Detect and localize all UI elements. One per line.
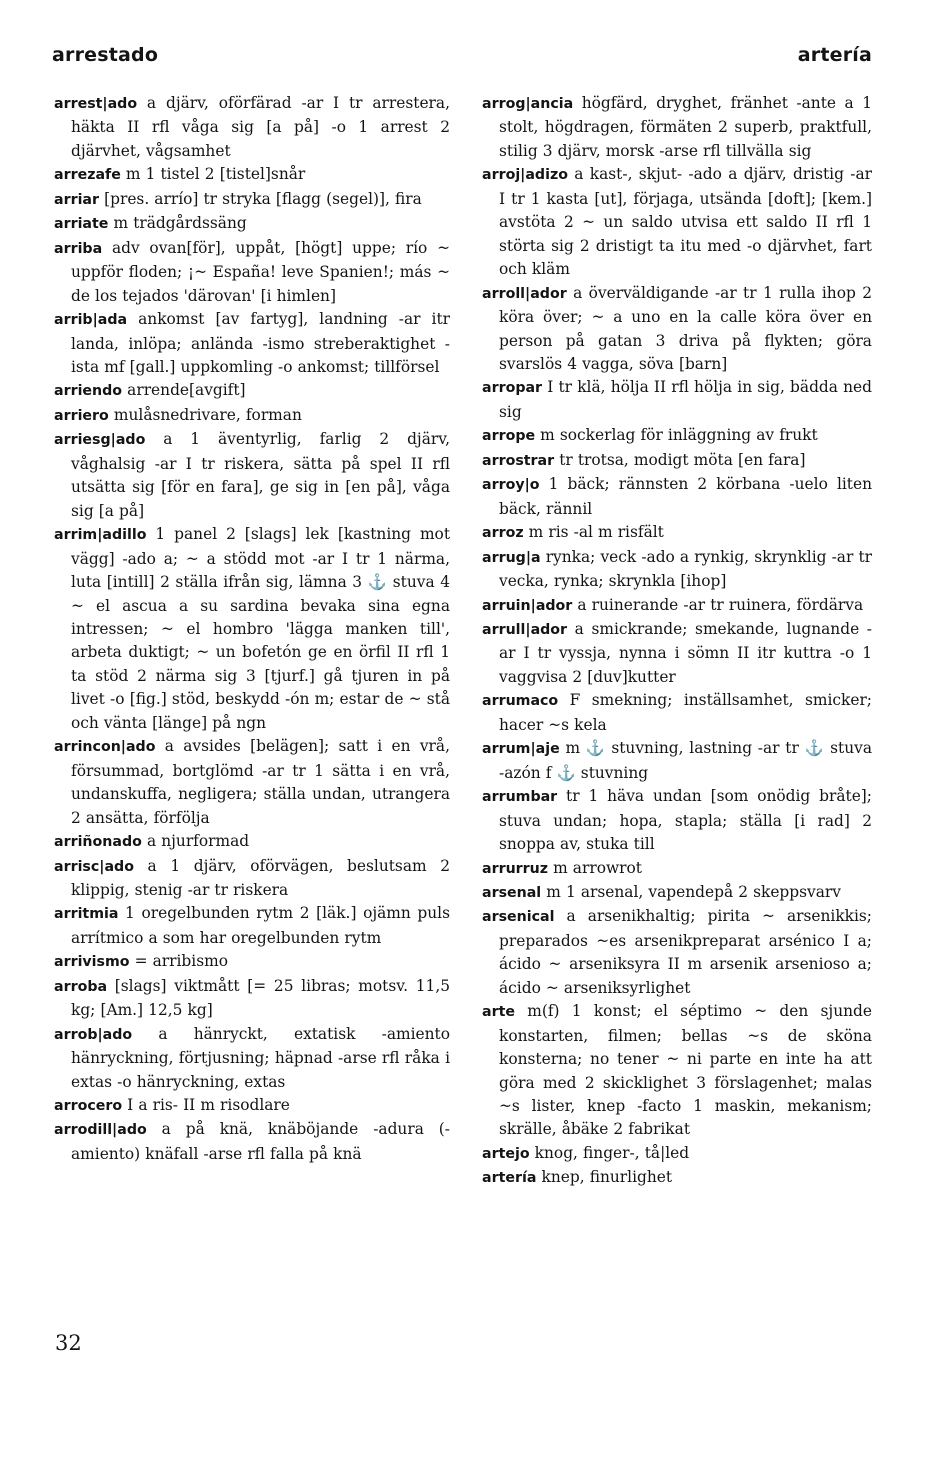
dictionary-entry bbox=[54, 523, 450, 735]
headword: arte bbox=[482, 1004, 515, 1021]
definition: m sockerlag för inläggning av frukt bbox=[535, 426, 818, 445]
right-guide-word: artería bbox=[797, 44, 872, 66]
dictionary-entry bbox=[54, 163, 450, 187]
definition: a hänryckt, extatisk -amiento hänryckning, förtjusning; häpnad -arse rfl råka i extas -o hänryckning, extas bbox=[71, 1024, 450, 1091]
headword: arrostrar bbox=[482, 452, 555, 469]
dictionary-entry bbox=[54, 902, 450, 950]
headword: arsenal bbox=[482, 884, 542, 901]
dictionary-entry bbox=[482, 1000, 872, 1142]
dictionary-entry bbox=[482, 449, 872, 473]
dictionary-entry bbox=[54, 212, 450, 236]
definition: m arrowrot bbox=[548, 858, 642, 877]
dictionary-entry bbox=[54, 830, 450, 854]
definition: I tr klä, hölja II rfl hölja in sig, bädda ned sig bbox=[499, 378, 872, 421]
dictionary-entry bbox=[54, 308, 450, 379]
dictionary-entry bbox=[482, 1142, 872, 1166]
dictionary-entry bbox=[482, 521, 872, 545]
headword: arrope bbox=[482, 428, 536, 445]
definition: m ris -al m risfält bbox=[523, 523, 664, 542]
headword: arriesg|ado bbox=[54, 432, 146, 449]
dictionary-entry bbox=[482, 424, 872, 448]
dictionary-entry bbox=[54, 1094, 450, 1118]
dictionary-entry bbox=[54, 855, 450, 903]
dictionary-entry bbox=[482, 881, 872, 905]
headword: arrull|ador bbox=[482, 621, 568, 638]
dictionary-entry bbox=[482, 92, 872, 163]
dictionary-entry bbox=[54, 404, 450, 428]
headword: arroll|ador bbox=[482, 285, 567, 302]
definition: 1 panel 2 [slags] lek [kastning mot vägg] -ado a; ~ a stödd mot -ar I tr 1 närma, luta [intill] 2 ställa ifrån sig, lämna 3 ⚓ stuva 4 ~ el ascua a su sardina bevaka sina egna intressen; ~ el hombro 'lägga manken till', arbeta duktigt; ~ un bofetón ge en örfil II rfl 1 ta stöd 2 närma sig 3 [tjurf.] gå tjuren in på livet -o [fig.] stöd, beskydd -ón m; estar de ~ stå och vänta [länge] på ngn bbox=[71, 525, 450, 732]
definition: a på knä, knäböjande -adura (-amiento) knäfall -arse rfl falla på knä bbox=[71, 1120, 450, 1163]
definition: a smickrande; smekande, lugnande -ar I tr vyssja, nynna i sömn II itr kuttra -o 1 vaggvisa 2 [duv]kutter bbox=[499, 619, 872, 686]
headword: arriendo bbox=[54, 383, 123, 400]
definition: m trädgårdssäng bbox=[108, 214, 247, 233]
headword: arrumbar bbox=[482, 789, 558, 806]
headword: arriar bbox=[54, 191, 100, 208]
definition: a kast-, skjut- -ado a djärv, dristig -ar I tr 1 kasta [ut], förjaga, utsända [doft]; [kem.] avstöta 2 ~ un saldo utvisa ett saldo II rfl 1 störta sig 2 dristigt ta itu med -o djärvhet, fart och kläm bbox=[499, 165, 872, 279]
dictionary-entry bbox=[482, 857, 872, 881]
definition: a njurformad bbox=[141, 832, 250, 851]
definition: F smekning; inställsamhet, smicker; hacer ~s kela bbox=[499, 691, 872, 734]
headword: arroj|adizo bbox=[482, 167, 568, 184]
headword: arritmia bbox=[54, 906, 119, 923]
dictionary-entry bbox=[54, 428, 450, 523]
definition: arrende[avgift] bbox=[122, 381, 246, 400]
headword: artería bbox=[482, 1170, 537, 1187]
headword: arrest|ado bbox=[54, 96, 138, 112]
headword: arriba bbox=[54, 240, 103, 257]
definition: m(f) 1 konst; el séptimo ~ den sjunde konstarten, filmen; bellas ~s de sköna konsterna; no tener ~ ni parte en inte ha att göra med 2 skicklighet 3 förslagenhet; malas ~s lister, knep -facto 1 maskin, mekanism; skrälle, åbäke 2 fabrikat bbox=[499, 1002, 872, 1139]
headword: arrodill|ado bbox=[54, 1122, 147, 1139]
dictionary-entry bbox=[482, 905, 872, 1000]
headword: arrum|aje bbox=[482, 741, 560, 758]
definition: knog, finger-, tå|led bbox=[529, 1143, 690, 1162]
headword: arruin|ador bbox=[482, 597, 573, 614]
headword: arrim|adillo bbox=[54, 527, 147, 544]
headword: arrurruz bbox=[482, 860, 549, 877]
definition: rynka; veck -ado a rynkig, skrynklig -ar tr vecka, rynka; skrynkla [ihop] bbox=[499, 547, 872, 591]
definition: [slags] viktmått [= 25 libras; motsv. 11,5 kg; [Am.] 12,5 kg] bbox=[71, 976, 450, 1020]
definition: 1 oregelbunden rytm 2 [läk.] ojämn puls arrítmico a som har oregelbunden rytm bbox=[71, 904, 450, 947]
headword: arrog|ancia bbox=[482, 96, 574, 112]
headword: arroy|o bbox=[482, 477, 540, 494]
headword: arropar bbox=[482, 380, 543, 397]
definition: adv ovan[för], uppåt, [högt] uppe; río ~ uppför floden; ¡~ España! leve Spanien!; más ~ de los tejados 'därovan' [i himlen] bbox=[71, 238, 450, 305]
dictionary-entry bbox=[482, 618, 872, 689]
headword: arrob|ado bbox=[54, 1026, 133, 1043]
left-column bbox=[54, 92, 450, 1166]
dictionary-entry bbox=[482, 785, 872, 856]
headword: arrisc|ado bbox=[54, 858, 134, 875]
headword: artejo bbox=[482, 1145, 530, 1162]
headword: arrincon|ado bbox=[54, 739, 156, 756]
definition: a arsenikhaltig; pirita ~ arsenikkis; preparados ~es arsenikpreparat arsénico I a; ácido ~ arseniksyra II m arsenik arsenioso a; ácido ~ arseniksyrlighet bbox=[499, 907, 872, 997]
headword: arrib|ada bbox=[54, 312, 128, 329]
dictionary-entry bbox=[54, 379, 450, 403]
definition: a djärv, oförfärad -ar I tr arrestera, häkta II rfl våga sig [a på] -o 1 arrest 2 djärvhet, vågsamhet bbox=[71, 94, 450, 160]
dictionary-entry bbox=[482, 282, 872, 377]
dictionary-entry bbox=[54, 188, 450, 212]
dictionary-entry bbox=[482, 594, 872, 618]
dictionary-entry bbox=[482, 376, 872, 424]
definition: tr trotsa, modigt möta [en fara] bbox=[554, 450, 806, 469]
headword: arriate bbox=[54, 216, 109, 233]
definition: m ⚓ stuvning, lastning -ar tr ⚓ stuva -azón f ⚓ stuvning bbox=[499, 739, 872, 782]
definition: tr 1 häva undan [som onödig bråte]; stuva undan; hopa, stapla; ställa [i rad] 2 snoppa av, stuka till bbox=[499, 787, 872, 854]
definition: knep, finurlighet bbox=[536, 1168, 673, 1187]
headword: arrocero bbox=[54, 1098, 123, 1115]
definition: a ruinerande -ar tr ruinera, fördärva bbox=[572, 595, 864, 614]
dictionary-entry bbox=[482, 473, 872, 521]
left-guide-word: arrestado bbox=[52, 44, 159, 66]
definition: m 1 arsenal, vapendepå 2 skeppsvarv bbox=[541, 882, 841, 901]
dictionary-entry bbox=[54, 950, 450, 974]
headword: arrumaco bbox=[482, 693, 559, 710]
definition: 1 bäck; rännsten 2 körbana -uelo liten bäck, rännil bbox=[499, 475, 872, 518]
headword: arriñonado bbox=[54, 834, 142, 851]
headword: arriero bbox=[54, 407, 109, 424]
dictionary-entry bbox=[54, 237, 450, 308]
dictionary-entry bbox=[482, 163, 872, 281]
headword: arroba bbox=[54, 978, 108, 995]
headword: arrug|a bbox=[482, 549, 541, 566]
dictionary-entry bbox=[54, 92, 450, 163]
dictionary-entry bbox=[54, 1118, 450, 1166]
dictionary-entry bbox=[54, 975, 450, 1023]
dictionary-entry bbox=[54, 735, 450, 830]
dictionary-entry bbox=[482, 1166, 872, 1190]
dictionary-entry bbox=[482, 737, 872, 785]
definition: a 1 äventyrlig, farlig 2 djärv, våghalsig -ar I tr riskera, sätta på spel II rfl utsätta sig [för en fara], ge sig in [en på], våga sig [a på] bbox=[71, 430, 450, 520]
headword: arrivismo bbox=[54, 954, 130, 971]
right-column bbox=[482, 92, 872, 1191]
definition: a 1 djärv, oförvägen, beslutsam 2 klippig, stenig -ar tr riskera bbox=[71, 856, 450, 899]
page-number: 32 bbox=[55, 1331, 82, 1355]
dictionary-entry bbox=[482, 689, 872, 737]
definition: m 1 tistel 2 [tistel]snår bbox=[120, 165, 306, 184]
definition: = arribismo bbox=[129, 952, 228, 971]
definition: ankomst [av fartyg], landning -ar itr landa, inlöpa; anlända -ismo streberaktighet -ista mf [gall.] uppkomling -o ankomst; tillförsel bbox=[71, 310, 450, 376]
dictionary-entry bbox=[482, 546, 872, 594]
definition: högfärd, dryghet, fränhet -ante a 1 stolt, högdragen, förmäten 2 superb, praktfull, stilig 3 djärv, morsk -arse rfl tillvälla sig bbox=[499, 94, 872, 160]
definition: a överväldigande -ar tr 1 rulla ihop 2 köra över; ~ a uno en la calle köra över en person på gatan 3 driva på flykten; göra svarslös 4 vagga, söva [barn] bbox=[499, 283, 872, 373]
definition: a avsides [belägen]; satt i en vrå, försummad, bortglömd -ar tr 1 sätta i en vrå, undanskuffa, negligera; ställa undan, utrangera 2 ansätta, förfölja bbox=[71, 737, 450, 827]
dictionary-entry bbox=[54, 1023, 450, 1094]
definition: mulåsnedrivare, forman bbox=[108, 405, 302, 424]
definition: I a ris- II m risodlare bbox=[122, 1096, 290, 1115]
definition: [pres. arrío] tr stryka [flagg (segel)], fira bbox=[99, 189, 422, 208]
headword: arsenical bbox=[482, 909, 555, 926]
headword: arroz bbox=[482, 525, 524, 542]
headword: arrezafe bbox=[54, 167, 121, 184]
